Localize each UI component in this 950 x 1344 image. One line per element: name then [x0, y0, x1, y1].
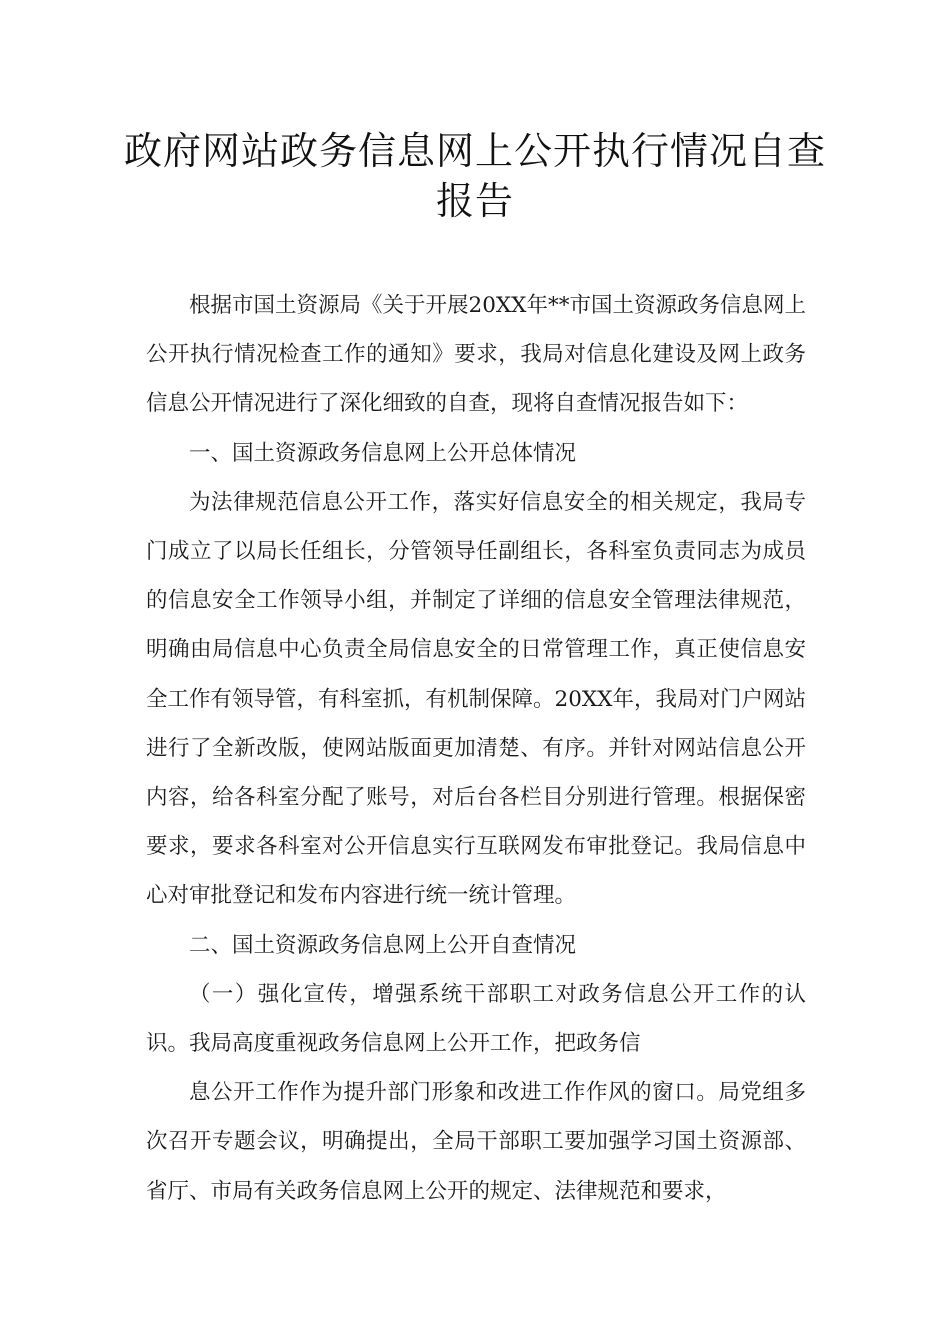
document-body	[146, 281, 806, 1216]
paragraph-subsection-1: （一）强化宣传，增强系统干部职工对政务信息公开工作的认识。我局高度重视政务信息网上公开工作，把政务信	[146, 981, 806, 1057]
heading-section-1: 一、国土资源政务信息网上公开总体情况	[189, 440, 577, 466]
document-title: 政府网站政务信息网上公开执行情况自查报告	[123, 129, 826, 223]
paragraph-subsection-1-continued: 息公开工作作为提升部门形象和改进工作作风的窗口。局党组多次召开专题会议，明确提出，全局干部职工要加强学习国土资源部、省厅、市局有关政务信息网上公开的规定、法律规范和要求，	[146, 1080, 806, 1204]
paragraph-section-1: 为法律规范信息公开工作，落实好信息安全的相关规定，我局专门成立了以局长任组长，分管领导任副组长，各科室负责同志为成员的信息安全工作领导小组，并制定了详细的信息安全管理法律规范，明确由局信息中心负责全局信息安全的日常管理工作，真正使信息安全工作有领导管，有科室抓，有机制保障。20XX年，我局对门户网站进行了全新改版，使网站版面更加清楚、有序。并针对网站信息公开内容，给各科室分配了账号，对后台各栏目分别进行管理。根据保密要求，要求各科室对公开信息实行互联网发布审批登记。我局信息中心对审批登记和发布内容进行统一统计管理。	[146, 489, 806, 909]
paragraph-intro: 根据市国土资源局《关于开展20XX年**市国土资源政务信息网上公开执行情况检查工作的通知》要求，我局对信息化建设及网上政务信息公开情况进行了深化细致的自查，现将自查情况报告如下：	[146, 293, 806, 417]
heading-section-2: 二、国土资源政务信息网上公开自查情况	[189, 932, 577, 958]
